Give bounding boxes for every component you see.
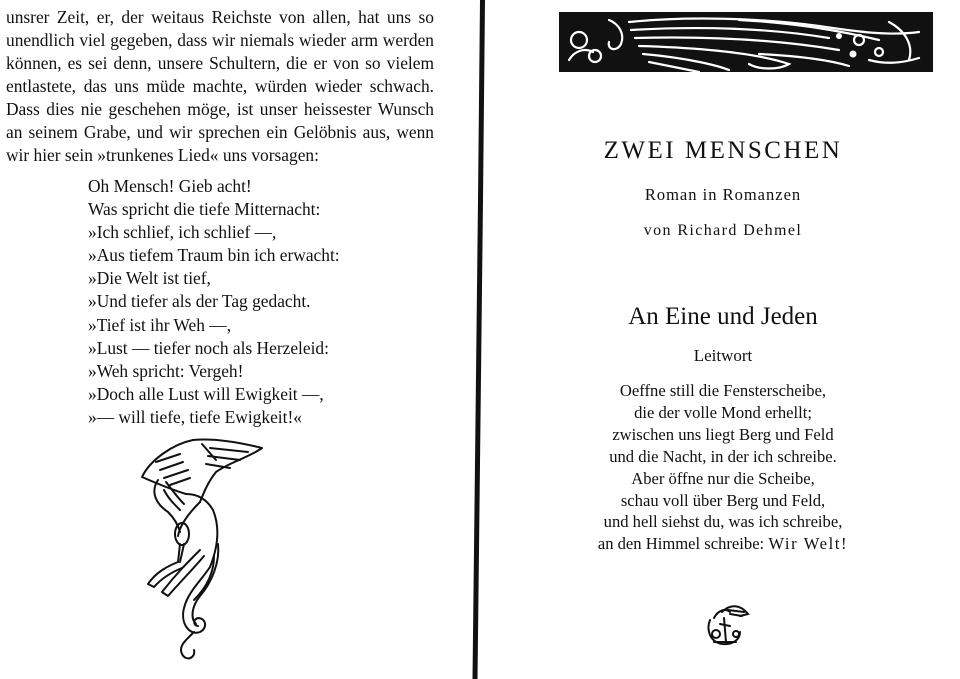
section-title: An Eine und Jeden <box>628 303 818 330</box>
prose-line: entlastete, das uns müde machte, würden wieder schwach. <box>6 76 434 96</box>
verse-line: »Lust — tiefer noch als Herzeleid: <box>88 337 329 358</box>
poem-line: Oeffne still die Fensterscheibe, <box>619 381 827 400</box>
verse-line: »Die Welt ist tief, <box>88 268 211 289</box>
prose-line: wir hier sein »trunkenes Lied« uns vorsagen: <box>6 145 319 165</box>
leitwort-poem <box>486 380 960 555</box>
quoted-verse <box>88 175 340 429</box>
book-author: von Richard Dehmel <box>643 222 803 239</box>
bird-medallion-vignette <box>700 598 750 648</box>
poem-line: und die Nacht, in der ich schreibe. <box>609 446 837 466</box>
left-page <box>0 0 470 679</box>
verse-line: »Ich schlief, ich schlief —, <box>88 222 277 243</box>
book-subtitle: Roman in Romanzen <box>644 185 802 204</box>
verse-line: »— will tiefe, tiefe Ewigkeit!« <box>88 406 302 427</box>
prose-line: an seinem Grabe, und wir sprechen ein Gelöbnis aus, wenn <box>6 122 434 142</box>
verse-line: »Tief ist ihr Weh —, <box>88 314 232 335</box>
verse-line: »Doch alle Lust will Ewigkeit —, <box>88 383 324 404</box>
verse-line: »Aus tiefem Traum bin ich erwacht: <box>88 245 340 266</box>
poem-line: Aber öffne nur die Scheibe, <box>631 468 815 488</box>
verse-line: »Und tiefer als der Tag gedacht. <box>88 291 311 312</box>
verse-line: Oh Mensch! Gieb acht! <box>88 176 252 196</box>
poem-line-prefix: an den Himmel schreibe: <box>597 534 769 554</box>
book-title: ZWEI MENSCHEN <box>603 137 843 164</box>
phoenix-bird-illustration <box>138 432 268 664</box>
prose-line: Dass dies nie geschehen möge, ist unser heissester Wunsch <box>6 99 434 119</box>
verse-line: »Weh spricht: Vergeh! <box>88 360 244 381</box>
poem-line: die der volle Mond erhellt; <box>634 402 812 422</box>
poem-line: schau voll über Berg und Feld, <box>620 490 826 510</box>
prose-line: unsrer Zeit, er, der weitaus Reichste von allen, hat uns so <box>6 7 434 27</box>
verse-line: Was spricht die tiefe Mitternacht: <box>88 199 321 220</box>
section-subtitle: Leitwort <box>693 346 753 365</box>
poem-line: zwischen uns liegt Berg und Feld <box>612 424 834 444</box>
poem-line-spaced: Wir Welt! <box>768 534 849 554</box>
prose-paragraph <box>6 6 434 167</box>
poem-line-final <box>486 533 960 555</box>
woodcut-header-ornament <box>559 10 933 74</box>
prose-line: unendlich viel gegeben, dass wir niemals wieder arm werden <box>6 30 434 50</box>
poem-line: und hell siehst du, was ich schreibe, <box>603 512 843 532</box>
right-page <box>486 0 960 679</box>
prose-line: können, es sei denn, unsere Schultern, die er von so vielem <box>6 53 434 73</box>
